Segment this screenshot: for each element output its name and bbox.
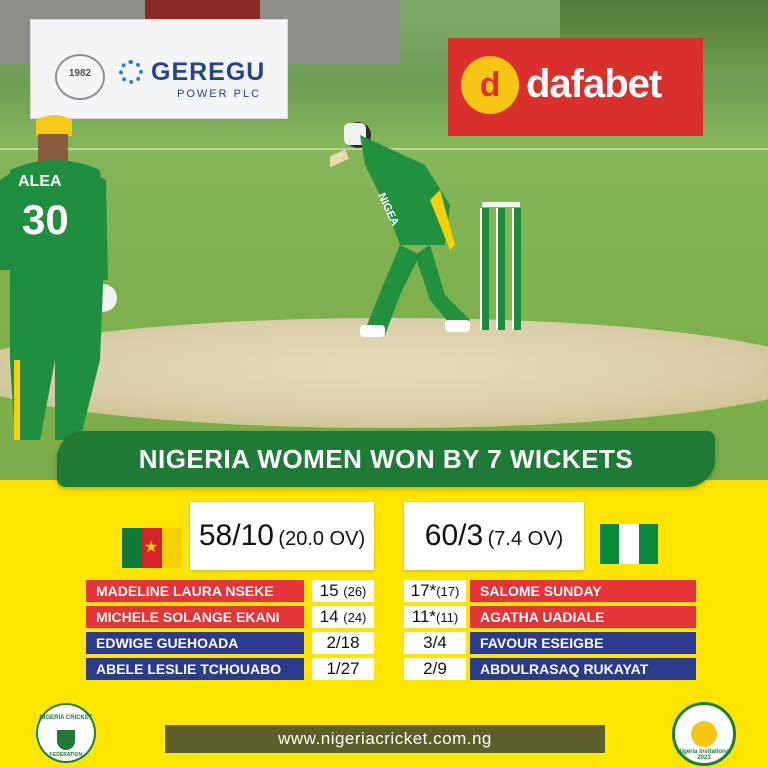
player-silhouette-icon [691, 721, 717, 747]
website-link[interactable]: www.nigeriacricket.com.ng [278, 729, 492, 748]
player-name: FAVOUR ESEIGBE [470, 632, 696, 654]
dafabet-logo-letter: d [479, 66, 501, 104]
nigeria-overs: (7.4 OV) [487, 528, 564, 550]
cameroon-overs: (20.0 OV) [278, 528, 366, 550]
shield-icon [57, 730, 75, 750]
player-score: 17*(17) [404, 580, 466, 602]
player-name: AGATHA UADIALE [470, 606, 696, 628]
bowling-figures: 2/18 [312, 632, 374, 654]
result-banner [57, 431, 715, 487]
geregu-brand: GEREGU [151, 58, 266, 86]
fielder-figure [0, 110, 130, 460]
player-name: ABELE LESLIE TCHOUABO [86, 658, 304, 680]
federation-logo-bottom-text: FEDERATION [49, 752, 83, 758]
cameroon-score: 58/10 [198, 519, 274, 552]
player-name: MADELINE LAURA NSEKE [86, 580, 304, 602]
website-bar[interactable] [165, 725, 605, 753]
invitational-logo-icon [672, 702, 736, 766]
fielder-shirt-number: 30 [22, 196, 69, 243]
emblem-icon [55, 54, 105, 100]
fielder-shirt-name: ALEA [18, 173, 62, 190]
result-headline: NIGERIA WOMEN WON BY 7 WICKETS [138, 444, 634, 474]
player-score: 15 (26) [312, 580, 374, 602]
nigeria-score-box [404, 502, 584, 570]
player-score: 11*(11) [404, 606, 466, 628]
emblem-text: 1982 [68, 68, 92, 79]
bowling-figures: 1/27 [312, 658, 374, 680]
player-name: ABDULRASAQ RUKAYAT [470, 658, 696, 680]
cameroon-score-box [190, 502, 374, 570]
bowling-figures: 3/4 [404, 632, 466, 654]
dafabet-brand: dafabet [526, 62, 662, 106]
cameroon-flag-icon: ★ [122, 528, 182, 568]
federation-logo-top-text: NIGERIA CRICKET [39, 715, 93, 721]
player-name: SALOME SUNDAY [470, 580, 696, 602]
invitational-logo-text: Nigeria Invitational 2023 [677, 749, 731, 761]
batter-figure [330, 95, 490, 345]
geregu-logo-icon [119, 60, 143, 84]
player-name: EDWIGE GUEHOADA [86, 632, 304, 654]
geregu-banner [30, 19, 288, 119]
geregu-subtitle: POWER PLC [177, 88, 262, 100]
player-name: MICHELE SOLANGE EKANI [86, 606, 304, 628]
player-score: 14 (24) [312, 606, 374, 628]
nigeria-score: 60/3 [424, 519, 484, 552]
federation-logo-icon [36, 703, 96, 763]
batter-shirt-text: NIGEA [375, 191, 401, 228]
nigeria-flag-icon [600, 524, 658, 564]
bowling-figures: 2/9 [404, 658, 466, 680]
